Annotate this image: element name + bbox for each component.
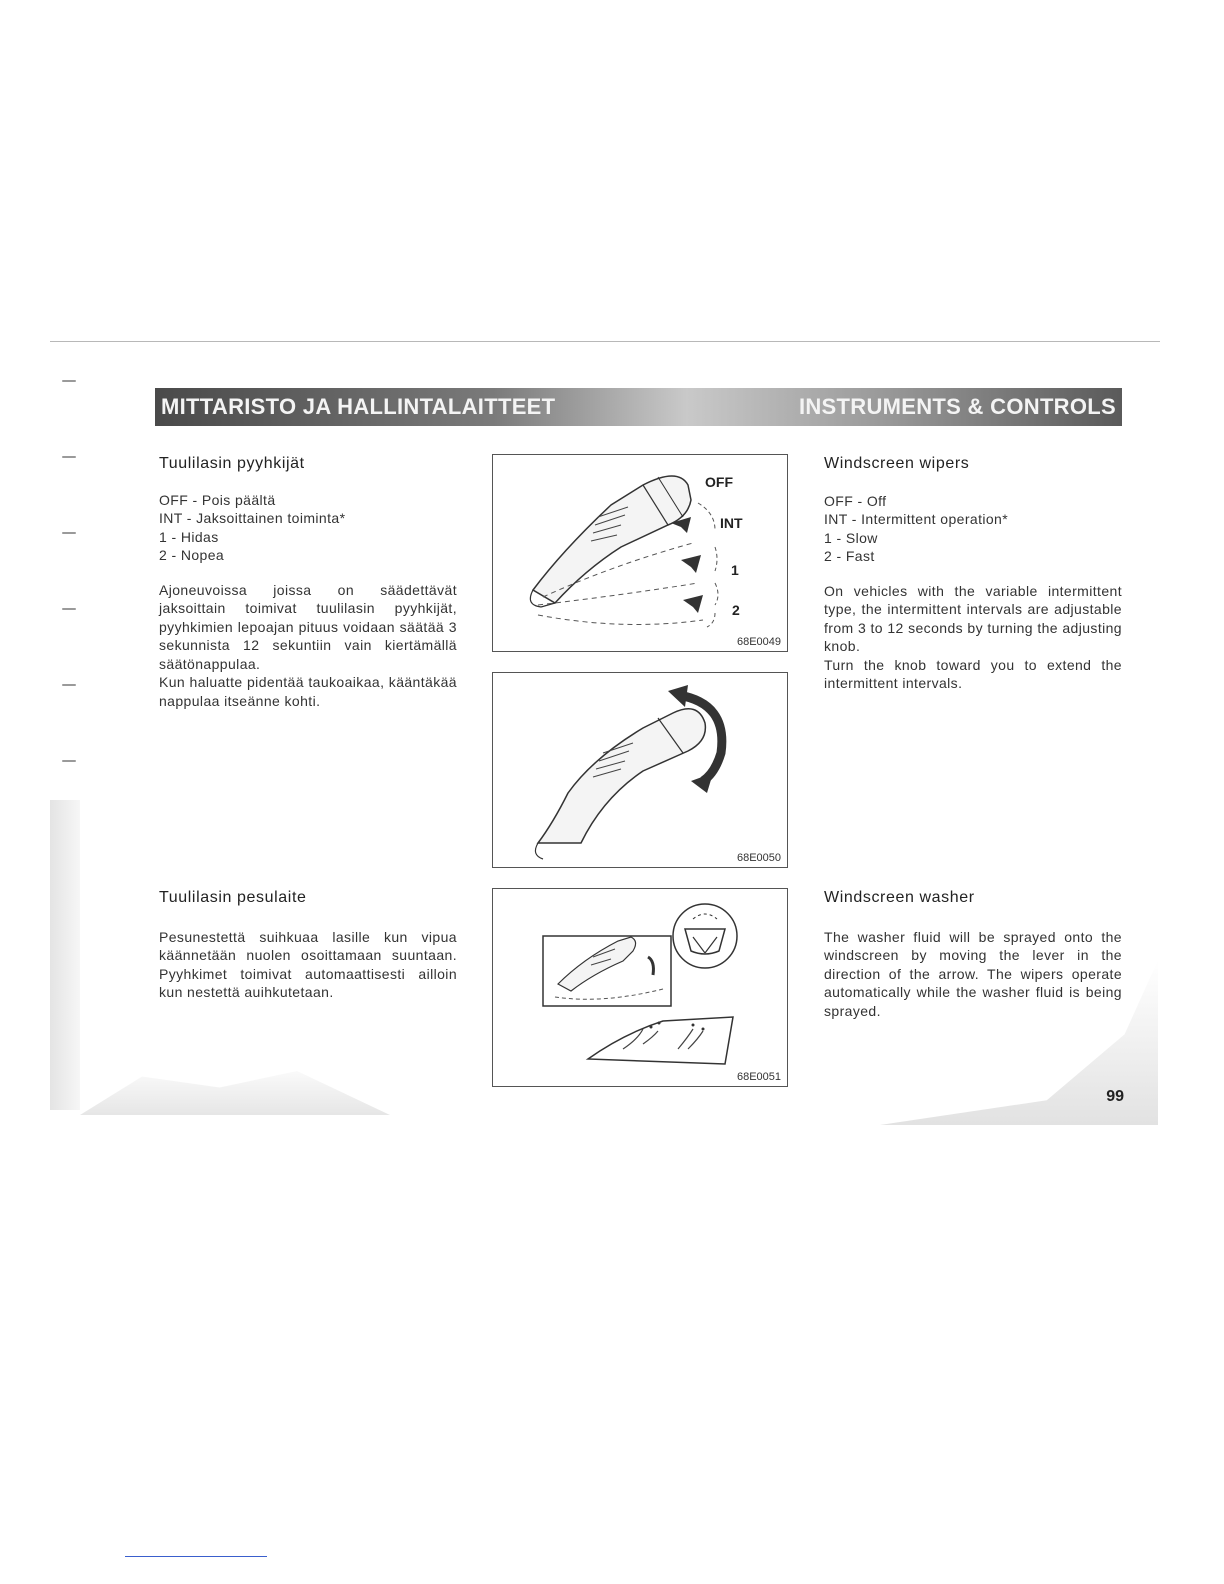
fi-wiper-modes	[159, 491, 457, 565]
section-banner	[155, 388, 1122, 426]
en-washer-title: Windscreen washer	[824, 889, 975, 906]
footer-rule	[125, 1556, 267, 1557]
fi-wipers-para1: Ajoneuvoissa joissa on säädettävät jaksoittain toimivat tuulilasin pyyhkijät, pyyhkimien lepoajan pituus voidaan säätää 3 sekunnista 12 sekuntiin vain kiertämällä säätönappulaa.	[159, 581, 457, 672]
fi-mode-int: INT - Jaksoittainen toiminta*	[159, 510, 346, 526]
fi-mode-2: 2 - Nopea	[159, 547, 225, 563]
fi-wipers-title: Tuulilasin pyyhkijät	[159, 455, 305, 472]
en-mode-int: INT - Intermittent operation*	[824, 511, 1009, 527]
figure-code-1: 68E0049	[736, 636, 781, 648]
scan-shadow-left	[50, 800, 80, 1110]
figure-code-3: 68E0051	[736, 1071, 781, 1083]
fi-washer-section	[159, 889, 457, 1002]
en-washer-para: The washer fluid will be sprayed onto the windscreen by moving the lever in the direction of the arrow. The wipers operate automatically while the washer fluid is being sprayed.	[824, 928, 1122, 1019]
label-int: INT	[720, 515, 743, 531]
fi-wipers-section	[159, 455, 457, 710]
scan-shadow-bottom-left	[80, 1060, 390, 1115]
fi-mode-off: OFF - Pois päältä	[159, 491, 276, 508]
banner-title-en: INSTRUMENTS & CONTROLS	[798, 394, 1116, 419]
en-wipers-para2: Turn the knob toward you to extend the intermittent intervals.	[824, 656, 1122, 691]
wiper-lever-illustration	[493, 455, 787, 651]
figure-wiper-positions	[492, 454, 788, 652]
en-wiper-modes	[824, 492, 1122, 566]
arrow-1	[681, 555, 701, 573]
arrow-2	[683, 595, 703, 613]
top-rule	[50, 341, 1160, 342]
en-wipers-para1: On vehicles with the variable intermittent type, the intermittent intervals are adjustable from 3 to 12 seconds by turning the adjusting knob.	[824, 582, 1122, 654]
en-wipers-section	[824, 455, 1122, 693]
label-1: 1	[731, 562, 739, 578]
banner-title-fi: MITTARISTO JA HALLINTALAITTEET	[161, 394, 556, 419]
fi-washer-title: Tuulilasin pesulaite	[159, 889, 307, 906]
label-off: OFF	[705, 474, 733, 490]
label-2: 2	[732, 602, 740, 618]
washer-illustration	[493, 889, 787, 1086]
en-mode-1: 1 - Slow	[824, 529, 878, 546]
figure-washer	[492, 888, 788, 1087]
windscreen	[588, 1017, 733, 1064]
en-mode-2: 2 - Fast	[824, 548, 875, 564]
figure-code-2: 68E0050	[736, 852, 781, 864]
en-wipers-title: Windscreen wipers	[824, 455, 970, 472]
fi-mode-1: 1 - Hidas	[159, 528, 219, 545]
rotate-arrow-head-top	[668, 685, 688, 707]
fi-wipers-para2: Kun haluatte pidentää taukoaikaa, kääntäkää nappulaa itseänne kohti.	[159, 674, 457, 709]
figure-adjusting-knob	[492, 672, 788, 868]
page-number: 99	[1106, 1088, 1124, 1105]
en-washer-section	[824, 889, 1122, 1020]
rotate-arrow-head-bottom	[691, 773, 713, 793]
fi-washer-para: Pesunestettä suihkuaa lasille kun vipua käännetään nuolen osoittamaan suuntaan. Pyyhkimet toimivat automaattisesti ailloin kun nestettä auihkutetaan.	[159, 928, 457, 1000]
binding-marks	[62, 380, 82, 800]
en-mode-off: OFF - Off	[824, 492, 887, 509]
knob-illustration	[493, 673, 787, 867]
